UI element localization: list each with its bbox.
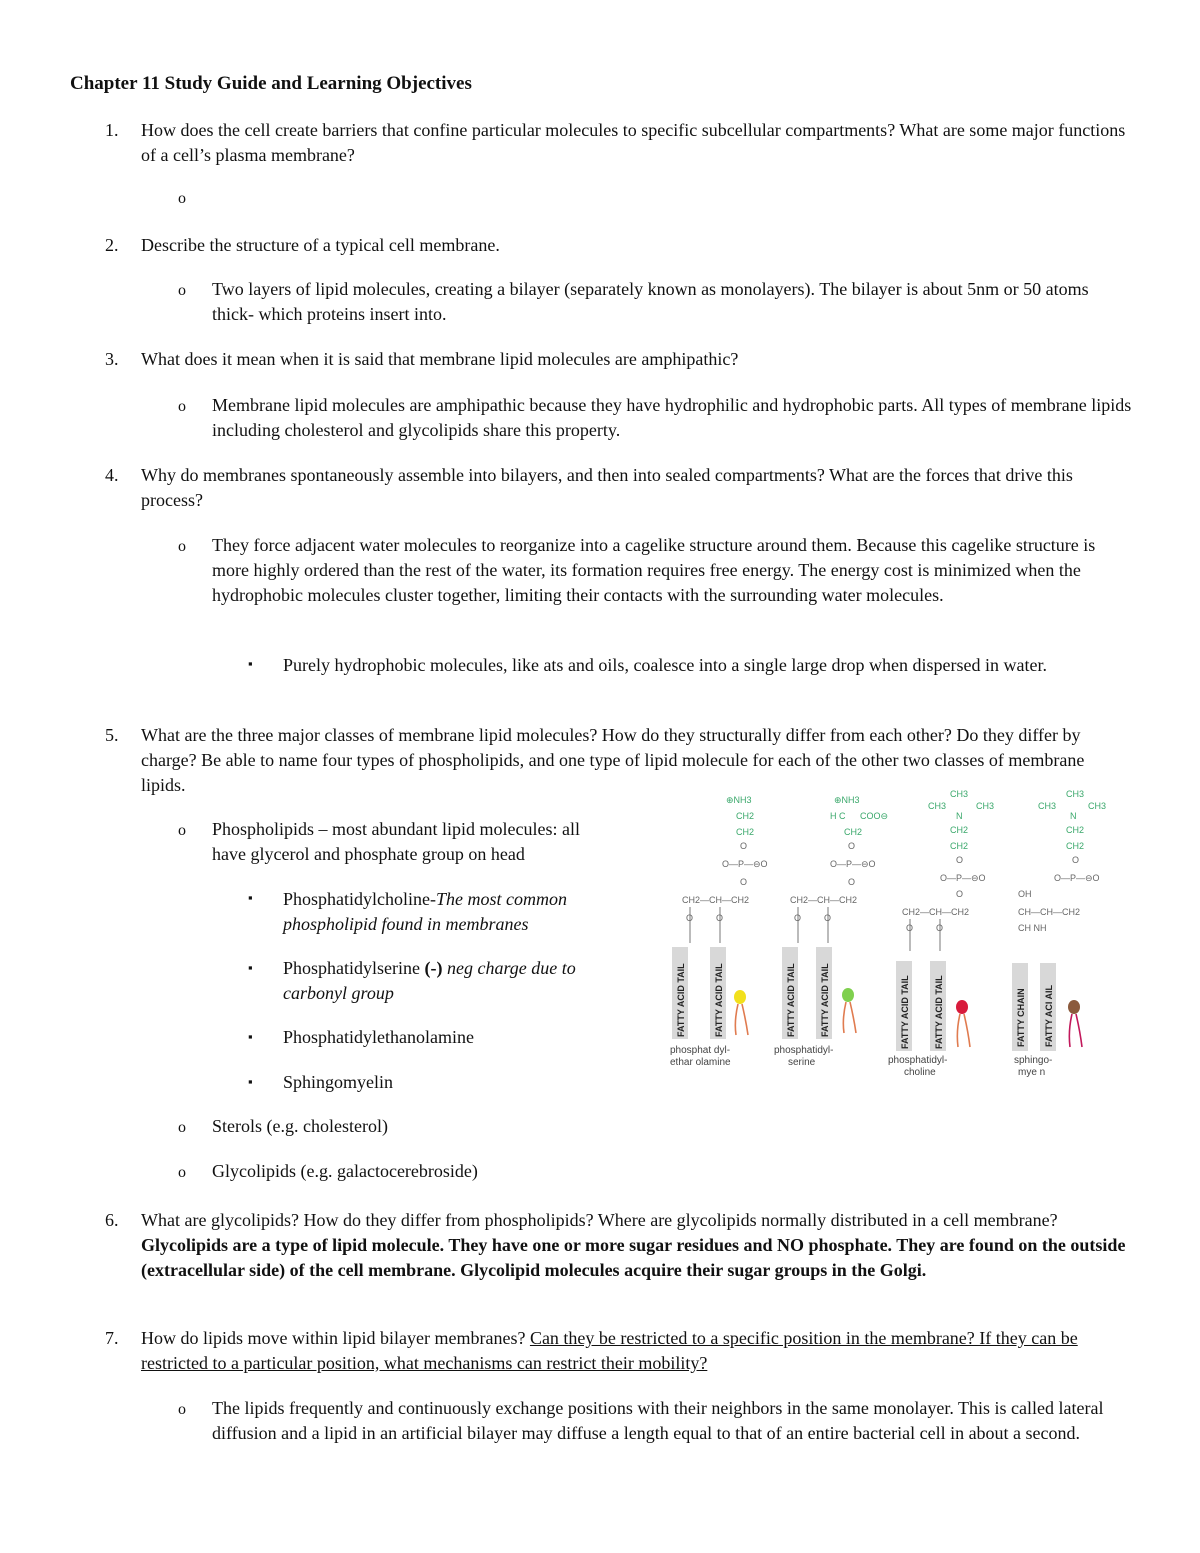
pe-oxygen-a: O xyxy=(740,841,748,851)
pe-caption-2: ethar olamine xyxy=(670,1057,731,1068)
pcm-ch3-right: CH3 xyxy=(976,801,995,811)
sm-tail-label: FATTY ACI AIL xyxy=(1044,985,1054,1047)
pcm-oxygen-b: O xyxy=(956,889,964,899)
sm-phosphate: O—P—⊖O xyxy=(1054,873,1100,883)
pcm-ch3-left: CH3 xyxy=(928,801,947,811)
phosphatidylethanolamine-structure xyxy=(670,795,768,1068)
q6-number: 6. xyxy=(105,1210,119,1230)
sm-ch3-top: CH3 xyxy=(1066,789,1085,799)
ps-caption-1: phosphatidyl- xyxy=(774,1045,834,1056)
sm-tails-icon xyxy=(1069,1014,1082,1047)
q4-sub-bullet: ▪ xyxy=(248,656,253,671)
pc-note-2: phospholipid found in membranes xyxy=(283,914,529,934)
ps-oxygen-b: O xyxy=(848,877,856,887)
sphingomyelin-item: Sphingomyelin xyxy=(283,1072,394,1092)
pcm-tail-label-2: FATTY ACID TAIL xyxy=(934,975,944,1049)
ps-glycerol: CH2—CH—CH2 xyxy=(790,895,858,905)
sm-head-icon xyxy=(1068,1000,1080,1014)
sphingomyelin-structure xyxy=(1012,789,1106,1078)
sterols-bullet: o xyxy=(178,1119,186,1136)
sm-ch2-b: CH2 xyxy=(1066,841,1085,851)
phosphatidylcholine-structure xyxy=(888,789,994,1078)
q1-number: 1. xyxy=(105,120,119,140)
sm-ch2-a: CH2 xyxy=(1066,825,1085,835)
ps-oxygen-d: O xyxy=(824,913,832,923)
sm-bullet: ▪ xyxy=(248,1074,253,1089)
q3-bullet: o xyxy=(178,398,186,415)
pcm-oxygen-d: O xyxy=(936,923,944,933)
q6-question: What are glycolipids? How do they differ from phospholipids? Where are glycolipids normally distributed in a cell membrane? xyxy=(141,1210,1058,1230)
phosphatidylcholine-item xyxy=(283,887,567,912)
q4-answer: They force adjacent water molecules to reorganize into a cagelike structure around them. Because this cagelike structure is more highly ordered than the rest of the water, its formation requires free energy. The energy cost is minimized when the hydrophobic molecules cluster together, limiting their contacts with the surrounding water molecules. xyxy=(212,535,1096,605)
q3-text: What does it mean when it is said that membrane lipid molecules are amphipathic? xyxy=(141,349,739,369)
q2-number: 2. xyxy=(105,235,119,255)
sm-oh: OH xyxy=(1018,889,1032,899)
q4-bullet: o xyxy=(178,538,186,555)
pe-phosphate: O—P—⊖O xyxy=(722,859,768,869)
ps-phosphate: O—P—⊖O xyxy=(830,859,876,869)
q7-bullet: o xyxy=(178,1401,186,1418)
sm-oxygen-a: O xyxy=(1072,855,1080,865)
ps-head-icon xyxy=(842,988,854,1002)
pe-nh3-group: ⊕NH3 xyxy=(726,795,752,805)
pcm-phosphate: O—P—⊖O xyxy=(940,873,986,883)
q7-question-underlined: Can they be restricted to a specific position in the membrane? If they can be restricted to a particular position, what mechanisms can restrict their mobility? xyxy=(141,1328,1078,1373)
pcm-n: N xyxy=(956,811,963,821)
pcm-caption-1: phosphatidyl- xyxy=(888,1055,948,1066)
phospholipid-structures-figure xyxy=(664,785,1134,1085)
pe-oxygen-d: O xyxy=(716,913,724,923)
sm-ch3-left: CH3 xyxy=(1038,801,1057,811)
pe-bullet: ▪ xyxy=(248,1029,253,1044)
sm-caption-1: sphingo- xyxy=(1014,1055,1053,1066)
q5-number: 5. xyxy=(105,725,119,745)
pcm-oxygen-a: O xyxy=(956,855,964,865)
page-title: Chapter 11 Study Guide and Learning Objectives xyxy=(70,73,472,94)
sm-ch3-right: CH3 xyxy=(1088,801,1107,811)
pcm-oxygen-c: O xyxy=(906,923,914,933)
phosphatidylserine-structure xyxy=(774,795,888,1068)
q7-text xyxy=(141,1326,1131,1376)
q4-sub-answer: Purely hydrophobic molecules, like ats and oils, coalesce into a single large drop when dispersed in water. xyxy=(283,655,1047,675)
q6-text xyxy=(141,1208,1131,1283)
pcm-ch2-b: CH2 xyxy=(950,841,969,851)
glycolipids-bullet: o xyxy=(178,1164,186,1181)
q5-text: What are the three major classes of membrane lipid molecules? How do they structurally differ from each other? Do they differ by charge? Be able to name four types of phospholipids, and one type of lipid molecule for each of the other two classes of membrane lipids. xyxy=(141,725,1085,795)
phosphatidylethanolamine-item: Phosphatidylethanolamine xyxy=(283,1027,474,1047)
pe-ch2-b: CH2 xyxy=(736,827,755,837)
q1-empty-bullet: o xyxy=(178,190,186,207)
pe-oxygen-b: O xyxy=(740,877,748,887)
pe-tail-label-1: FATTY ACID TAIL xyxy=(676,963,686,1037)
sm-caption-2: mye n xyxy=(1018,1067,1046,1078)
pe-caption-1: phosphat dyl- xyxy=(670,1045,731,1056)
ps-oxygen-a: O xyxy=(848,841,856,851)
ps-bullet: ▪ xyxy=(248,960,253,975)
phospholipids-line2: have glycerol and phosphate group on head xyxy=(212,844,525,864)
sm-n: N xyxy=(1070,811,1077,821)
ps-ch2: CH2 xyxy=(844,827,863,837)
pc-bullet: ▪ xyxy=(248,890,253,905)
q5-bullet-phospholipids: o xyxy=(178,822,186,839)
pcm-tail-label-1: FATTY ACID TAIL xyxy=(900,975,910,1049)
ps-tails-icon xyxy=(843,1002,856,1033)
phosphatidylserine-item xyxy=(283,956,576,981)
ps-note-1: neg charge due to xyxy=(446,958,576,978)
pe-head-icon xyxy=(734,990,746,1004)
pcm-head-icon xyxy=(956,1000,968,1014)
q2-bullet: o xyxy=(178,282,186,299)
pe-glycerol: CH2—CH—CH2 xyxy=(682,895,750,905)
pcm-glycerol: CH2—CH—CH2 xyxy=(902,907,970,917)
q4-text: Why do membranes spontaneously assemble into bilayers, and then into sealed compartments? What are the forces that drive this process? xyxy=(141,465,1073,510)
glycolipids-item: Glycolipids (e.g. galactocerebroside) xyxy=(212,1161,478,1181)
ps-charge: (-) xyxy=(424,958,443,978)
ps-note-2: carbonyl group xyxy=(283,983,394,1003)
q3-number: 3. xyxy=(105,349,119,369)
pc-note-1: The most common xyxy=(435,889,567,909)
ps-nh3-group: ⊕NH3 xyxy=(834,795,860,805)
pcm-caption-2: choline xyxy=(904,1067,936,1078)
ps-oxygen-c: O xyxy=(794,913,802,923)
q3-answer: Membrane lipid molecules are amphipathic because they have hydrophilic and hydrophobic parts. All types of membrane lipids including cholesterol and glycolipids share this property. xyxy=(212,395,1132,440)
q2-answer: Two layers of lipid molecules, creating a bilayer (separately known as monolayers). The bilayer is about 5nm or 50 atoms thick- which proteins insert into. xyxy=(212,279,1089,324)
q7-answer: The lipids frequently and continuously exchange positions with their neighbors in the same monolayer. This is called lateral diffusion and a lipid in an artificial bilayer may diffuse a length equal to that of an entire bacterial cell in about a second. xyxy=(212,1398,1104,1443)
sterols-item: Sterols (e.g. cholesterol) xyxy=(212,1116,388,1136)
pc-name: Phosphatidylcholine- xyxy=(283,889,436,909)
pe-oxygen-c: O xyxy=(686,913,694,923)
pe-tail-label-2: FATTY ACID TAIL xyxy=(714,963,724,1037)
sm-chch: CH—CH—CH2 xyxy=(1018,907,1081,917)
q7-question: How do lipids move within lipid bilayer membranes? xyxy=(141,1328,530,1348)
q7-number: 7. xyxy=(105,1328,119,1348)
ps-caption-2: serine xyxy=(788,1057,816,1068)
q2-text: Describe the structure of a typical cell membrane. xyxy=(141,235,500,255)
ps-name: Phosphatidylserine xyxy=(283,958,420,978)
ps-hc: H C xyxy=(830,811,846,821)
q1-text: How does the cell create barriers that confine particular molecules to specific subcellular compartments? What are some major functions of a cell’s plasma membrane? xyxy=(141,120,1126,165)
pcm-tails-icon xyxy=(957,1014,970,1047)
phospholipid-figure-svg xyxy=(664,785,1134,1085)
ps-tail-label-1: FATTY ACID TAIL xyxy=(786,963,796,1037)
sm-chain-label: FATTY CHAIN xyxy=(1016,988,1026,1047)
ps-coo: COO⊖ xyxy=(860,811,889,821)
ps-tail-label-2: FATTY ACID TAIL xyxy=(820,963,830,1037)
phospholipids-line1: Phospholipids – most abundant lipid molecules: all xyxy=(212,819,580,839)
pcm-ch3-top: CH3 xyxy=(950,789,969,799)
q6-answer: Glycolipids are a type of lipid molecule. They have one or more sugar residues and NO phosphate. They are found on the outside (extracellular side) of the cell membrane. Glycolipid molecules acquire their sugar groups in the Golgi. xyxy=(141,1235,1126,1280)
pe-tails-icon xyxy=(735,1004,748,1035)
sm-chnh: CH NH xyxy=(1018,923,1047,933)
pe-ch2-a: CH2 xyxy=(736,811,755,821)
q4-number: 4. xyxy=(105,465,119,485)
pcm-ch2-a: CH2 xyxy=(950,825,969,835)
